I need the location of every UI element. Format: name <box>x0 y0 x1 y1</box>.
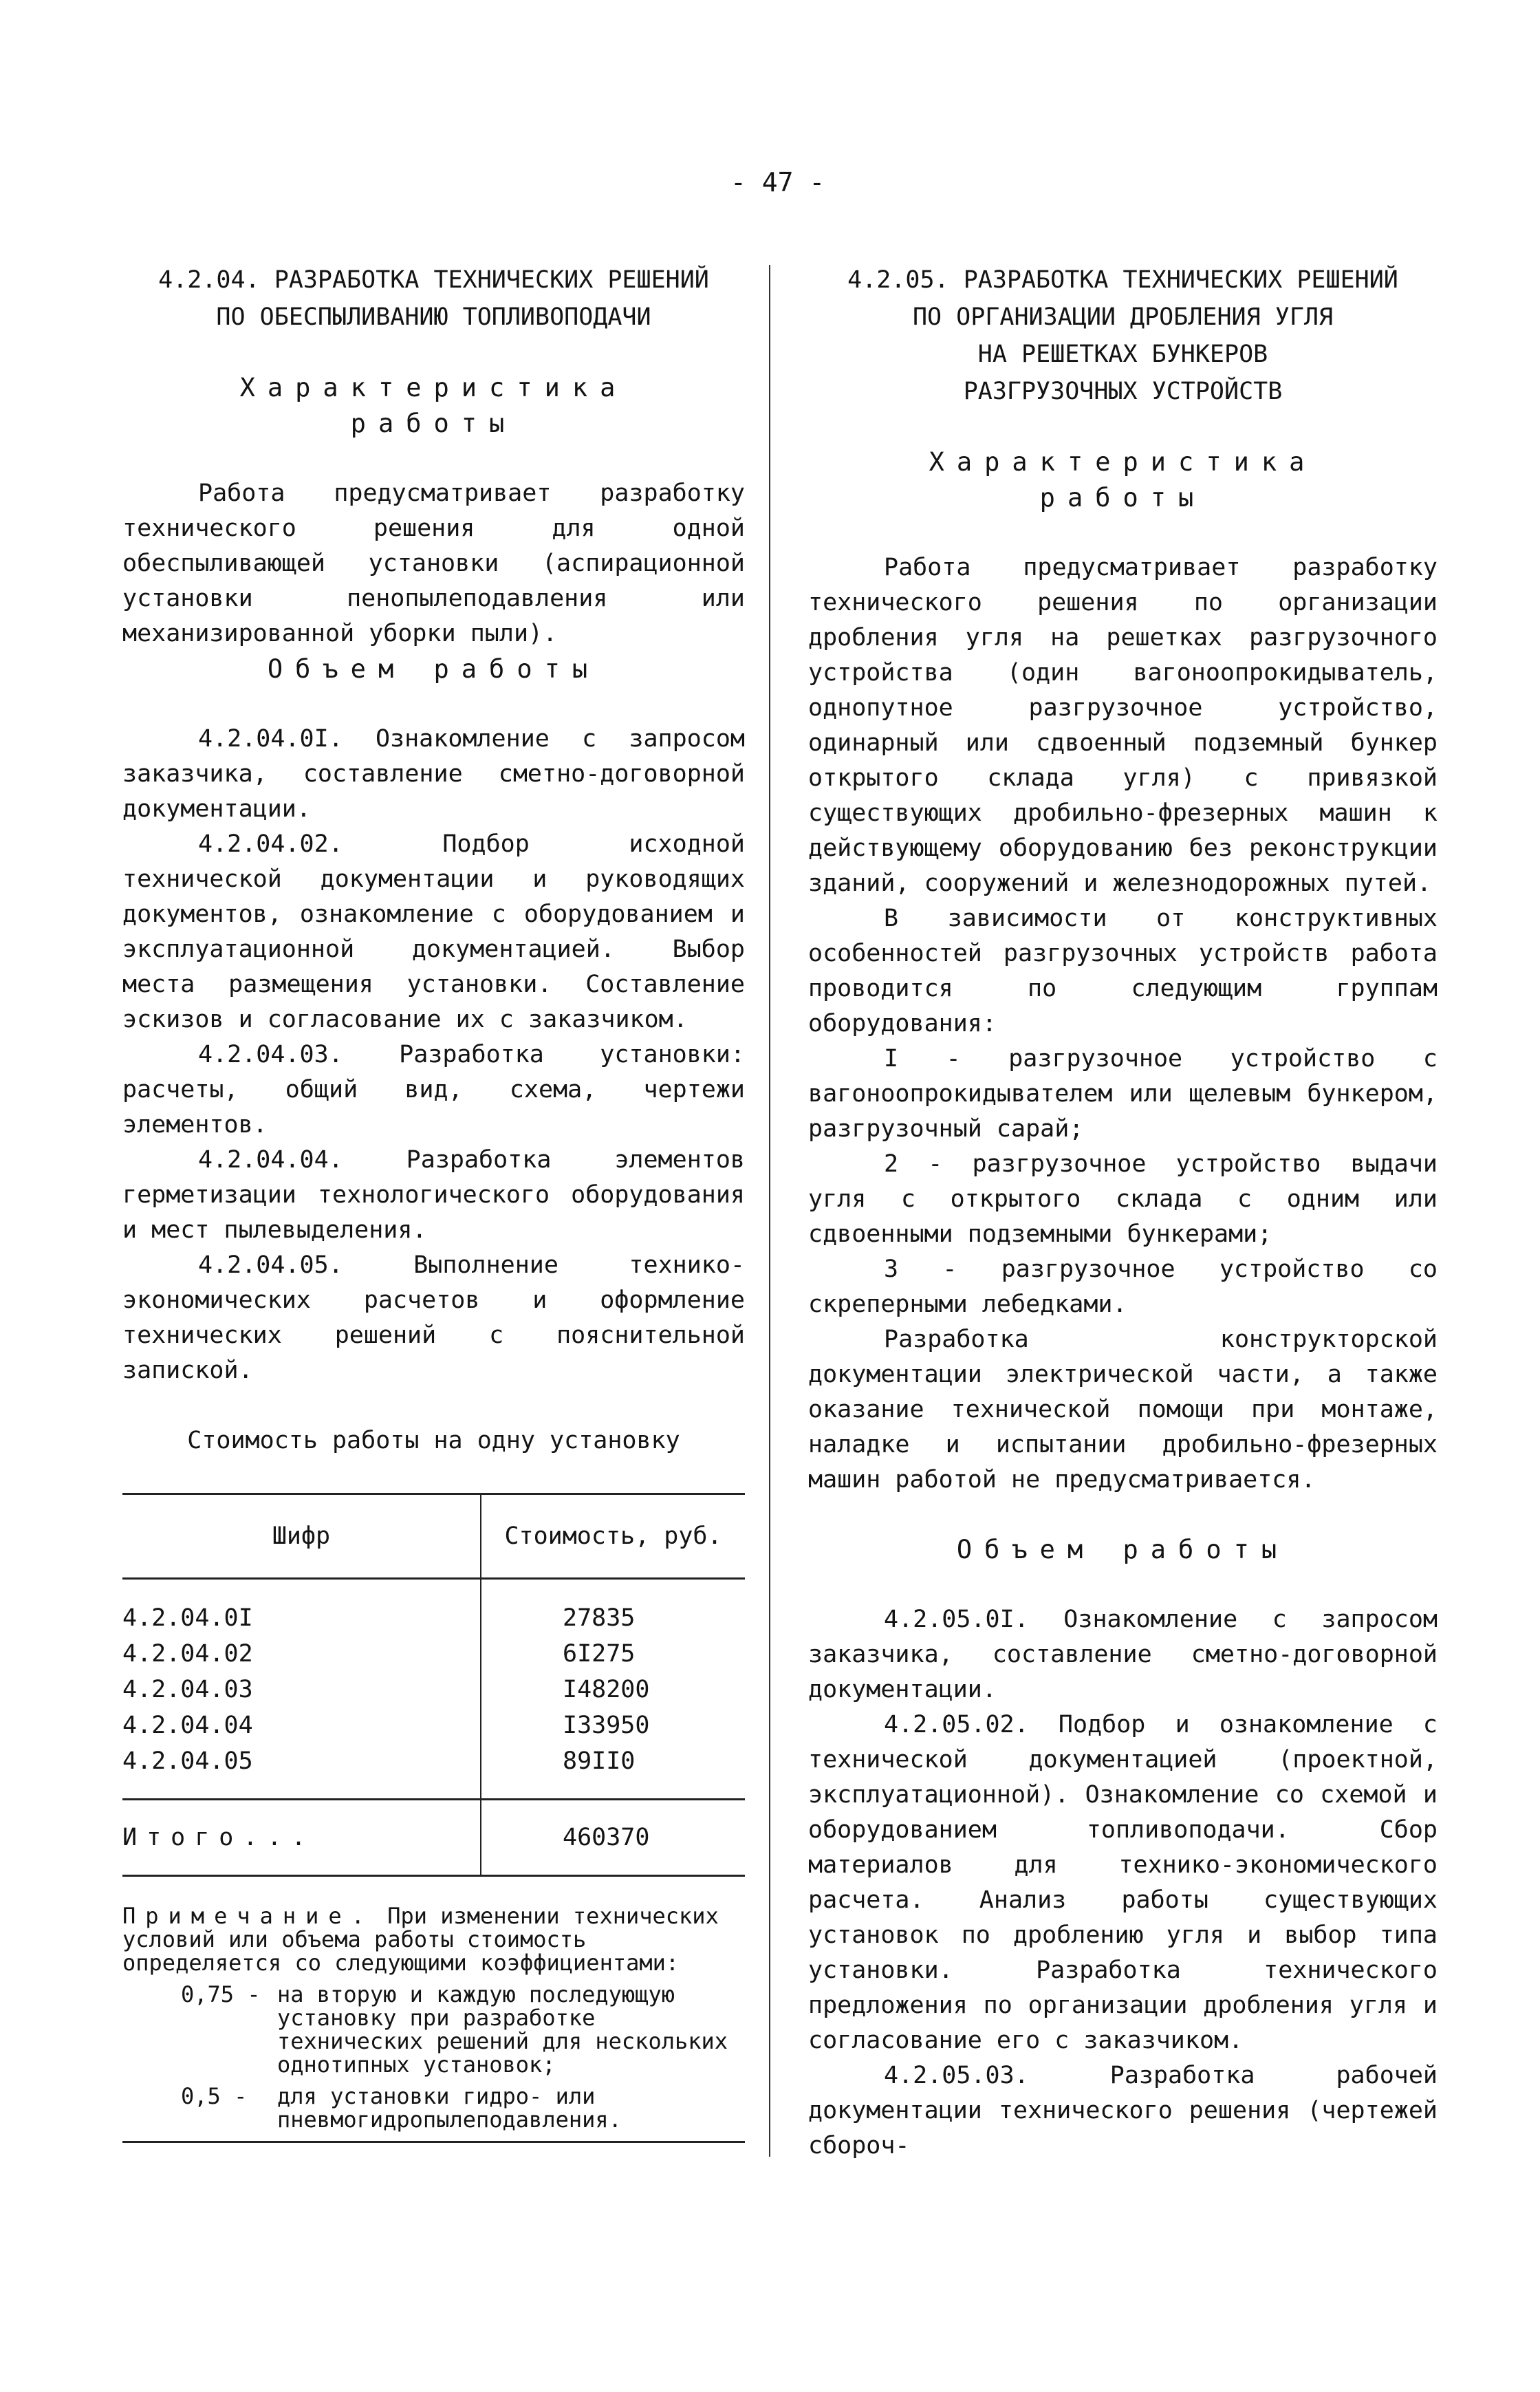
characteristic-heading-line: работы <box>350 409 517 438</box>
section-title-4-2-05 <box>808 261 1438 410</box>
row-cost: I33950 <box>481 1707 745 1743</box>
coefficient-value: 0,5 - <box>181 2083 248 2109</box>
right-column <box>808 261 1438 2164</box>
row-cost: I48200 <box>481 1672 745 1707</box>
scope-item: 4.2.05.02. Подбор и ознакомление с технической документацией (проектной, эксплуатационной). Ознакомление со схемой и оборудованием топливоподачи. Сбор материалов для технико-экономического расчета. Анализ работы существующих установок по дроблению угля и выбор типа установки. Разработка технического предложения по организации дробления угля и согласование его с заказчиком. <box>808 1711 1438 2054</box>
section-title-line: 4.2.05. РАЗРАБОТКА ТЕХНИЧЕСКИХ РЕШЕНИЙ <box>847 266 1398 294</box>
column-header-code: Шифр <box>122 1494 481 1579</box>
scope-item: 4.2.04.05. Выполнение технико-экономических расчетов и оформление технических решений с пояснительной запиской. <box>122 1251 745 1384</box>
page-number: - 47 - <box>730 167 825 197</box>
note-block <box>122 1904 745 2143</box>
characteristic-text: Работа предусматривает разработку технического решения для одной обеспыливающей установки (аспирационной установки пенопылеподавления или механизированной уборки пыли). <box>122 480 745 647</box>
column-divider <box>769 265 770 2157</box>
cost-caption: Стоимость работы на одну установку <box>187 1427 680 1454</box>
total-row <box>122 1800 745 1876</box>
characteristic-heading-line: работы <box>1039 483 1206 513</box>
table-row <box>122 1636 745 1672</box>
section-title-line: НА РЕШЕТКАХ БУНКЕРОВ <box>977 341 1268 368</box>
equipment-group: I - разгрузочное устройство с вагоноопрокидывателем или щелевым бункером, разгрузочный сарай; <box>808 1045 1438 1143</box>
equipment-group: 2 - разгрузочное устройство выдачи угля с открытого склада с одним или сдвоенными подземными бункерами; <box>808 1150 1438 1248</box>
table-row <box>122 1707 745 1743</box>
row-code: 4.2.04.05 <box>122 1747 253 1775</box>
scope-item: 4.2.04.02. Подбор исходной технической документации и руководящих документов, ознакомление с оборудованием и эксплуатационной документацией. Выбор места размещения установки. Составление эскизов и согласование их с заказчиком. <box>122 830 745 1033</box>
coefficient-value: 0,75 - <box>181 1981 261 2007</box>
left-column <box>122 261 745 2143</box>
row-cost: 27835 <box>481 1579 745 1637</box>
column-header-cost: Стоимость, руб. <box>481 1494 745 1579</box>
table-row <box>122 1672 745 1707</box>
note-coefficient <box>122 1983 745 2076</box>
section-title-4-2-04 <box>122 261 745 336</box>
table-row <box>122 1743 745 1800</box>
row-cost: 6I275 <box>481 1636 745 1672</box>
scope-item: 4.2.04.03. Разработка установки: расчеты, общий вид, схема, чертежи элементов. <box>122 1041 745 1139</box>
row-code: 4.2.04.02 <box>122 1640 253 1668</box>
section-title-line: 4.2.04. РАЗРАБОТКА ТЕХНИЧЕСКИХ РЕШЕНИЙ <box>158 266 709 294</box>
note-coefficient <box>122 2084 745 2131</box>
characteristic-heading-line: Характеристика <box>239 373 628 402</box>
characteristic-text: Разработка конструкторской документации электрической части, а также оказание технической помощи при монтаже, наладке и испытании дробильно-фрезерных машин работой не предусматривается. <box>808 1326 1438 1494</box>
table-row <box>122 1579 745 1637</box>
note-label: Примечание. <box>122 1903 374 1929</box>
characteristic-heading <box>808 444 1438 516</box>
row-code: 4.2.04.04 <box>122 1712 253 1739</box>
row-code: 4.2.04.03 <box>122 1676 253 1703</box>
row-cost: 89II0 <box>481 1743 745 1800</box>
coefficient-text: на вторую и каждую последующую установку при разработке технических решений для нескольких однотипных установок; <box>277 1981 728 2078</box>
characteristic-heading-line: Характеристика <box>929 447 1317 477</box>
section-title-line: РАЗГРУЗОЧНЫХ УСТРОЙСТВ <box>963 378 1283 405</box>
scope-heading: Объем работы <box>267 654 600 684</box>
characteristic-text: В зависимости от конструктивных особенностей разгрузочных устройств работа проводится по следующим группам оборудования: <box>808 905 1438 1037</box>
characteristic-text: Работа предусматривает разработку технического решения по организации дробления угля на решетках разгрузочного устройства (один вагоноопрокидыватель, однопутное разгрузочное устройство, одинарный или сдвоенный подземный бункер открытого склада угля) с привязкой существующих дробильно-фрезерных машин к действующему оборудованию без реконструкции зданий, сооружений и железнодорожных путей. <box>808 554 1438 897</box>
section-title-line: ПО ОБЕСПЫЛИВАНИЮ ТОПЛИВОПОДАЧИ <box>216 303 651 331</box>
note-intro: При изменении технических условий или объема работы стоимость определяется со следующими коэффициентами: <box>122 1903 719 1976</box>
scope-item: 4.2.04.04. Разработка элементов герметизации технологического оборудования и мест пылевыделения. <box>122 1146 745 1244</box>
coefficient-text: для установки гидро- или пневмогидропылеподавления. <box>277 2083 622 2133</box>
scope-item: 4.2.04.0I. Ознакомление с запросом заказчика, составление сметно-договорной документации. <box>122 725 745 823</box>
equipment-group: 3 - разгрузочное устройство со скреперными лебедками. <box>808 1256 1438 1318</box>
scope-item: 4.2.05.0I. Ознакомление с запросом заказчика, составление сметно-договорной документации. <box>808 1606 1438 1703</box>
section-title-line: ПО ОРГАНИЗАЦИИ ДРОБЛЕНИЯ УГЛЯ <box>912 303 1334 331</box>
scope-heading: Объем работы <box>956 1535 1290 1564</box>
scope-item: 4.2.05.03. Разработка рабочей документации технического решения (чертежей сбороч- <box>808 2062 1438 2159</box>
total-value: 460370 <box>481 1800 745 1876</box>
cost-table <box>122 1493 745 1877</box>
total-label: Итого... <box>122 1800 481 1876</box>
characteristic-heading <box>122 370 745 442</box>
row-code: 4.2.04.0I <box>122 1604 253 1632</box>
note-rule <box>122 2141 745 2143</box>
